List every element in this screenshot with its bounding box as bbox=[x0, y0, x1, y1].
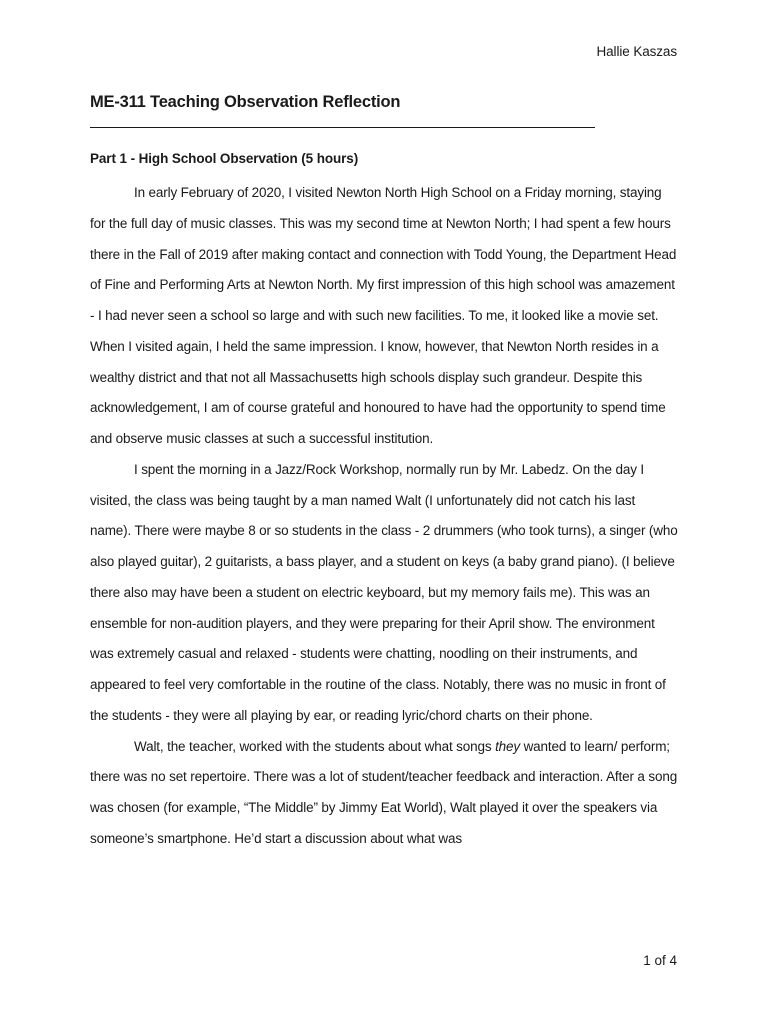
title-underline-divider bbox=[90, 127, 595, 128]
paragraph-3-text-start: Walt, the teacher, worked with the students about what songs bbox=[134, 738, 496, 754]
paragraph-1: In early February of 2020, I visited Newton North High School on a Friday morning, staying for the full day of music classes. This was my second time at Newton North; I had spent a few hours there in the Fall of 2019 after making contact and connection with Todd Young, the Department Head of Fine and Performing Arts at Newton North. My first impression of this high school was amazement - I had never seen a school so large and with such new facilities. To me, it looked like a movie set. When I visited again, I held the same impression. I know, however, that Newton North resides in a wealthy district and that not all Massachusetts high schools display such grandeur. Despite this acknowledgement, I am of course grateful and honoured to have had the opportunity to spend time and observe music classes at such a successful institution. bbox=[90, 185, 677, 446]
section-heading: Part 1 - High School Observation (5 hours) bbox=[90, 151, 359, 166]
page-title: ME-311 Teaching Observation Reflection bbox=[90, 93, 401, 111]
paragraph-3 bbox=[90, 732, 678, 855]
paragraph-3-text-end: wanted to learn/ perform; there was no set repertoire. There was a lot of student/teacher feedback and interaction. After a song was chosen (for example, “The Middle” by Jimmy Eat World), Walt played it over the speakers via someone’s smartphone. He’d start a discussion about what was bbox=[90, 738, 678, 846]
body-text bbox=[90, 178, 678, 855]
paragraph-3-emphasis: they bbox=[495, 738, 520, 754]
paragraph-2: I spent the morning in a Jazz/Rock Workshop, normally run by Mr. Labedz. On the day I visited, the class was being taught by a man named Walt (I unfortunately did not catch his last name). There were maybe 8 or so students in the class - 2 drummers (who took turns), a singer (who also played guitar), 2 guitarists, a bass player, and a student on keys (a baby grand piano). (I believe there also may have been a student on electric keyboard, but my memory fails me). This was an ensemble for non-audition players, and they were preparing for their April show. The environment was extremely casual and relaxed - students were chatting, noodling on their instruments, and appeared to feel very comfortable in the routine of the class. Notably, there was no music in front of the students - they were all playing by ear, or reading lyric/chord charts on their phone. bbox=[90, 461, 678, 723]
author-name: Hallie Kaszas bbox=[596, 44, 677, 59]
page-number: 1 of 4 bbox=[643, 953, 677, 968]
